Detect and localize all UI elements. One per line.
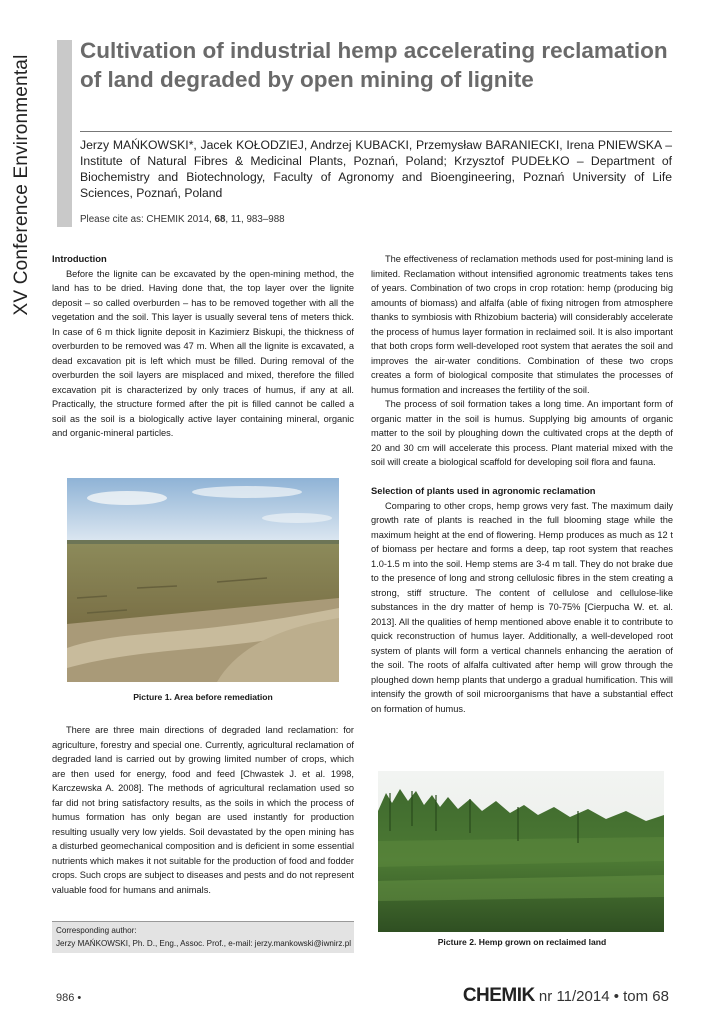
journal-footer: [463, 985, 669, 1007]
soil-formation-paragraph: The process of soil formation takes a long time. An important form of organic matter in the soil is humus. Supplying big amounts of organic matter to the soil by ploughing down the cultivated crops at the depth of 20 and 30 cm will accelerate this process. Plant material mixed with the soil will create a biological scaffold for developing soil flora and fauna.: [371, 399, 673, 467]
page-number: 986 •: [56, 992, 82, 1004]
title-accent-bar: [57, 40, 72, 227]
corresponding-author-box: [52, 922, 354, 953]
selection-paragraph: Comparing to other crops, hemp grows very fast. The maximum daily growth rate of plants is reached in the full blooming stage while the maximum height at the end of flowering. Hemp produces as much as 12 t of biomass per hectare and forms a deep, tap root system that reaches 1.0-1.5 m into the soil. Hemp stems are 3-4 m tall. They do not brake due to the presence of long and strong cellulosic fibres in the stem creating a strong, stiff structure. The content of cellulose and cellulose-like substances in the dry matter of hemp is 70-75% [Cierpucha W. et. al. 2013]. All the qualities of hemp mentioned above enable it to contribute to quick reconstruction of humus layer. Additionally, a well-developed root system of plants will form a vertical channels enhancing the aeration of the soil. The roots of alfalfa cultivated after hemp will grow through the ploughed down hemp plants that undergo a gradual humification. This will intensify the growth of soil microorganisms that have a substantial effect on formation of humus.: [371, 500, 673, 714]
left-column-directions: [52, 723, 354, 897]
citation-suffix: , 11, 983–988: [225, 214, 285, 225]
figure-1-caption: Picture 1. Area before remediation: [133, 692, 273, 702]
reclamation-directions-paragraph: There are three main directions of degraded land reclamation: for agriculture, forestry and special one. Currently, agricultural reclamation of degraded land is carried out by growing limited number of crops, which are then used for energy, food and feed [Chwastek J. et al. 1998, Karczewska A. 2008]. The methods of agricultural reclamation used so far did not bring satisfactory results, as the soils in which the process of humus formation has only began are used instantly for production resulting usually very low yields. Soil devastated by the open mining has a disturbed geomechanical composition and is deficient in some essential nutrients which makes it not suitable for the production of food and fodder crops. Such crops are subject to diseases and pests and do not represent valuable food for humans and animals.: [52, 725, 354, 895]
left-column-intro: [52, 252, 354, 441]
citation-line: [80, 214, 285, 225]
title-divider: [80, 131, 672, 132]
figure-1-barren-land: [67, 478, 339, 682]
conference-name: XV Conference Environmental: [11, 54, 32, 316]
issue-info: nr 11/2014 • tom 68: [534, 988, 669, 1005]
corresponding-label: Corresponding author:: [56, 926, 137, 935]
article-title: Cultivation of industrial hemp accelerating reclamation of land degraded by open mining of lignite: [80, 38, 668, 92]
right-column-text: [371, 252, 673, 716]
selection-heading: Selection of plants used in agronomic reclamation: [371, 485, 596, 496]
introduction-heading: Introduction: [52, 253, 107, 264]
hemp-crop-illustration: [378, 771, 664, 932]
introduction-paragraph: Before the lignite can be excavated by the open-mining method, the land has to be dried. Having done that, the top layer over the lignite deposit – so called overburden – has to be removed together with all the vegetation and the soil. This layer is usually several tens of meters thick. In case of 6 m thick lignite deposit in Kazimierz Biskupi, the thickness of overburden to be removed was 47 m. When all the lignite is excavated, a dead excavation pit is left which must be filled. During removal of the overburden the soil layers are misplaced and mixed, therefore the filled excavation pit is characterized by only traces of humus, if any at all. Practically, the structure formed after the pit is filled cannot be called a soil as the soil is a biologically active layer containing mineral, organic and organic-mineral particles.: [52, 268, 354, 438]
citation-volume: 68: [214, 214, 226, 225]
citation-prefix: Please cite as: CHEMIK 2014,: [80, 214, 212, 225]
conference-sidebar-label: [4, 40, 40, 330]
figure-2-caption: Picture 2. Hemp grown on reclaimed land: [437, 937, 607, 947]
effectiveness-paragraph: The effectiveness of reclamation methods used for post-mining land is limited. Reclamation without intensified agronomic treatments takes tens of years. Combination of two crops in crop rotation: hemp (producing big amounts of biomass) and alfalfa (able of fixing nitrogen from atmosphere thanks to symbiosis with Rhizobium bacteria) will considerably accelerate the process of humus layer formation in reclaimed soil. It is also important that both crops form well-developed root system that aerates the soil and improves the air-water conditions. Combination of these two crops creates a form of biological composite that stimulates the processes of humus formation and increases the fertility of the soil.: [371, 254, 673, 395]
author-affiliations: Jerzy MAŃKOWSKI*, Jacek KOŁODZIEJ, Andrzej KUBACKI, Przemysław BARANIECKI, Irena PNIEWSKA – Institute of Natural Fibres & Medicinal Plants, Poznań, Poland; Krzysztof PUDEŁKO – Department of Biochemistry and Biotechnology, Faculty of Agronomy and Bioengineering, Poznań University of Life Sciences, Poznań, Poland: [80, 138, 672, 200]
figure-2-hemp-field: [378, 771, 664, 932]
corresponding-details: Jerzy MAŃKOWSKI, Ph. D., Eng., Assoc. Prof., e-mail: jerzy.mankowski@iwnirz.pl: [56, 939, 352, 948]
barren-field-illustration: [67, 478, 339, 682]
journal-logo: CHEMIK: [462, 985, 535, 1006]
